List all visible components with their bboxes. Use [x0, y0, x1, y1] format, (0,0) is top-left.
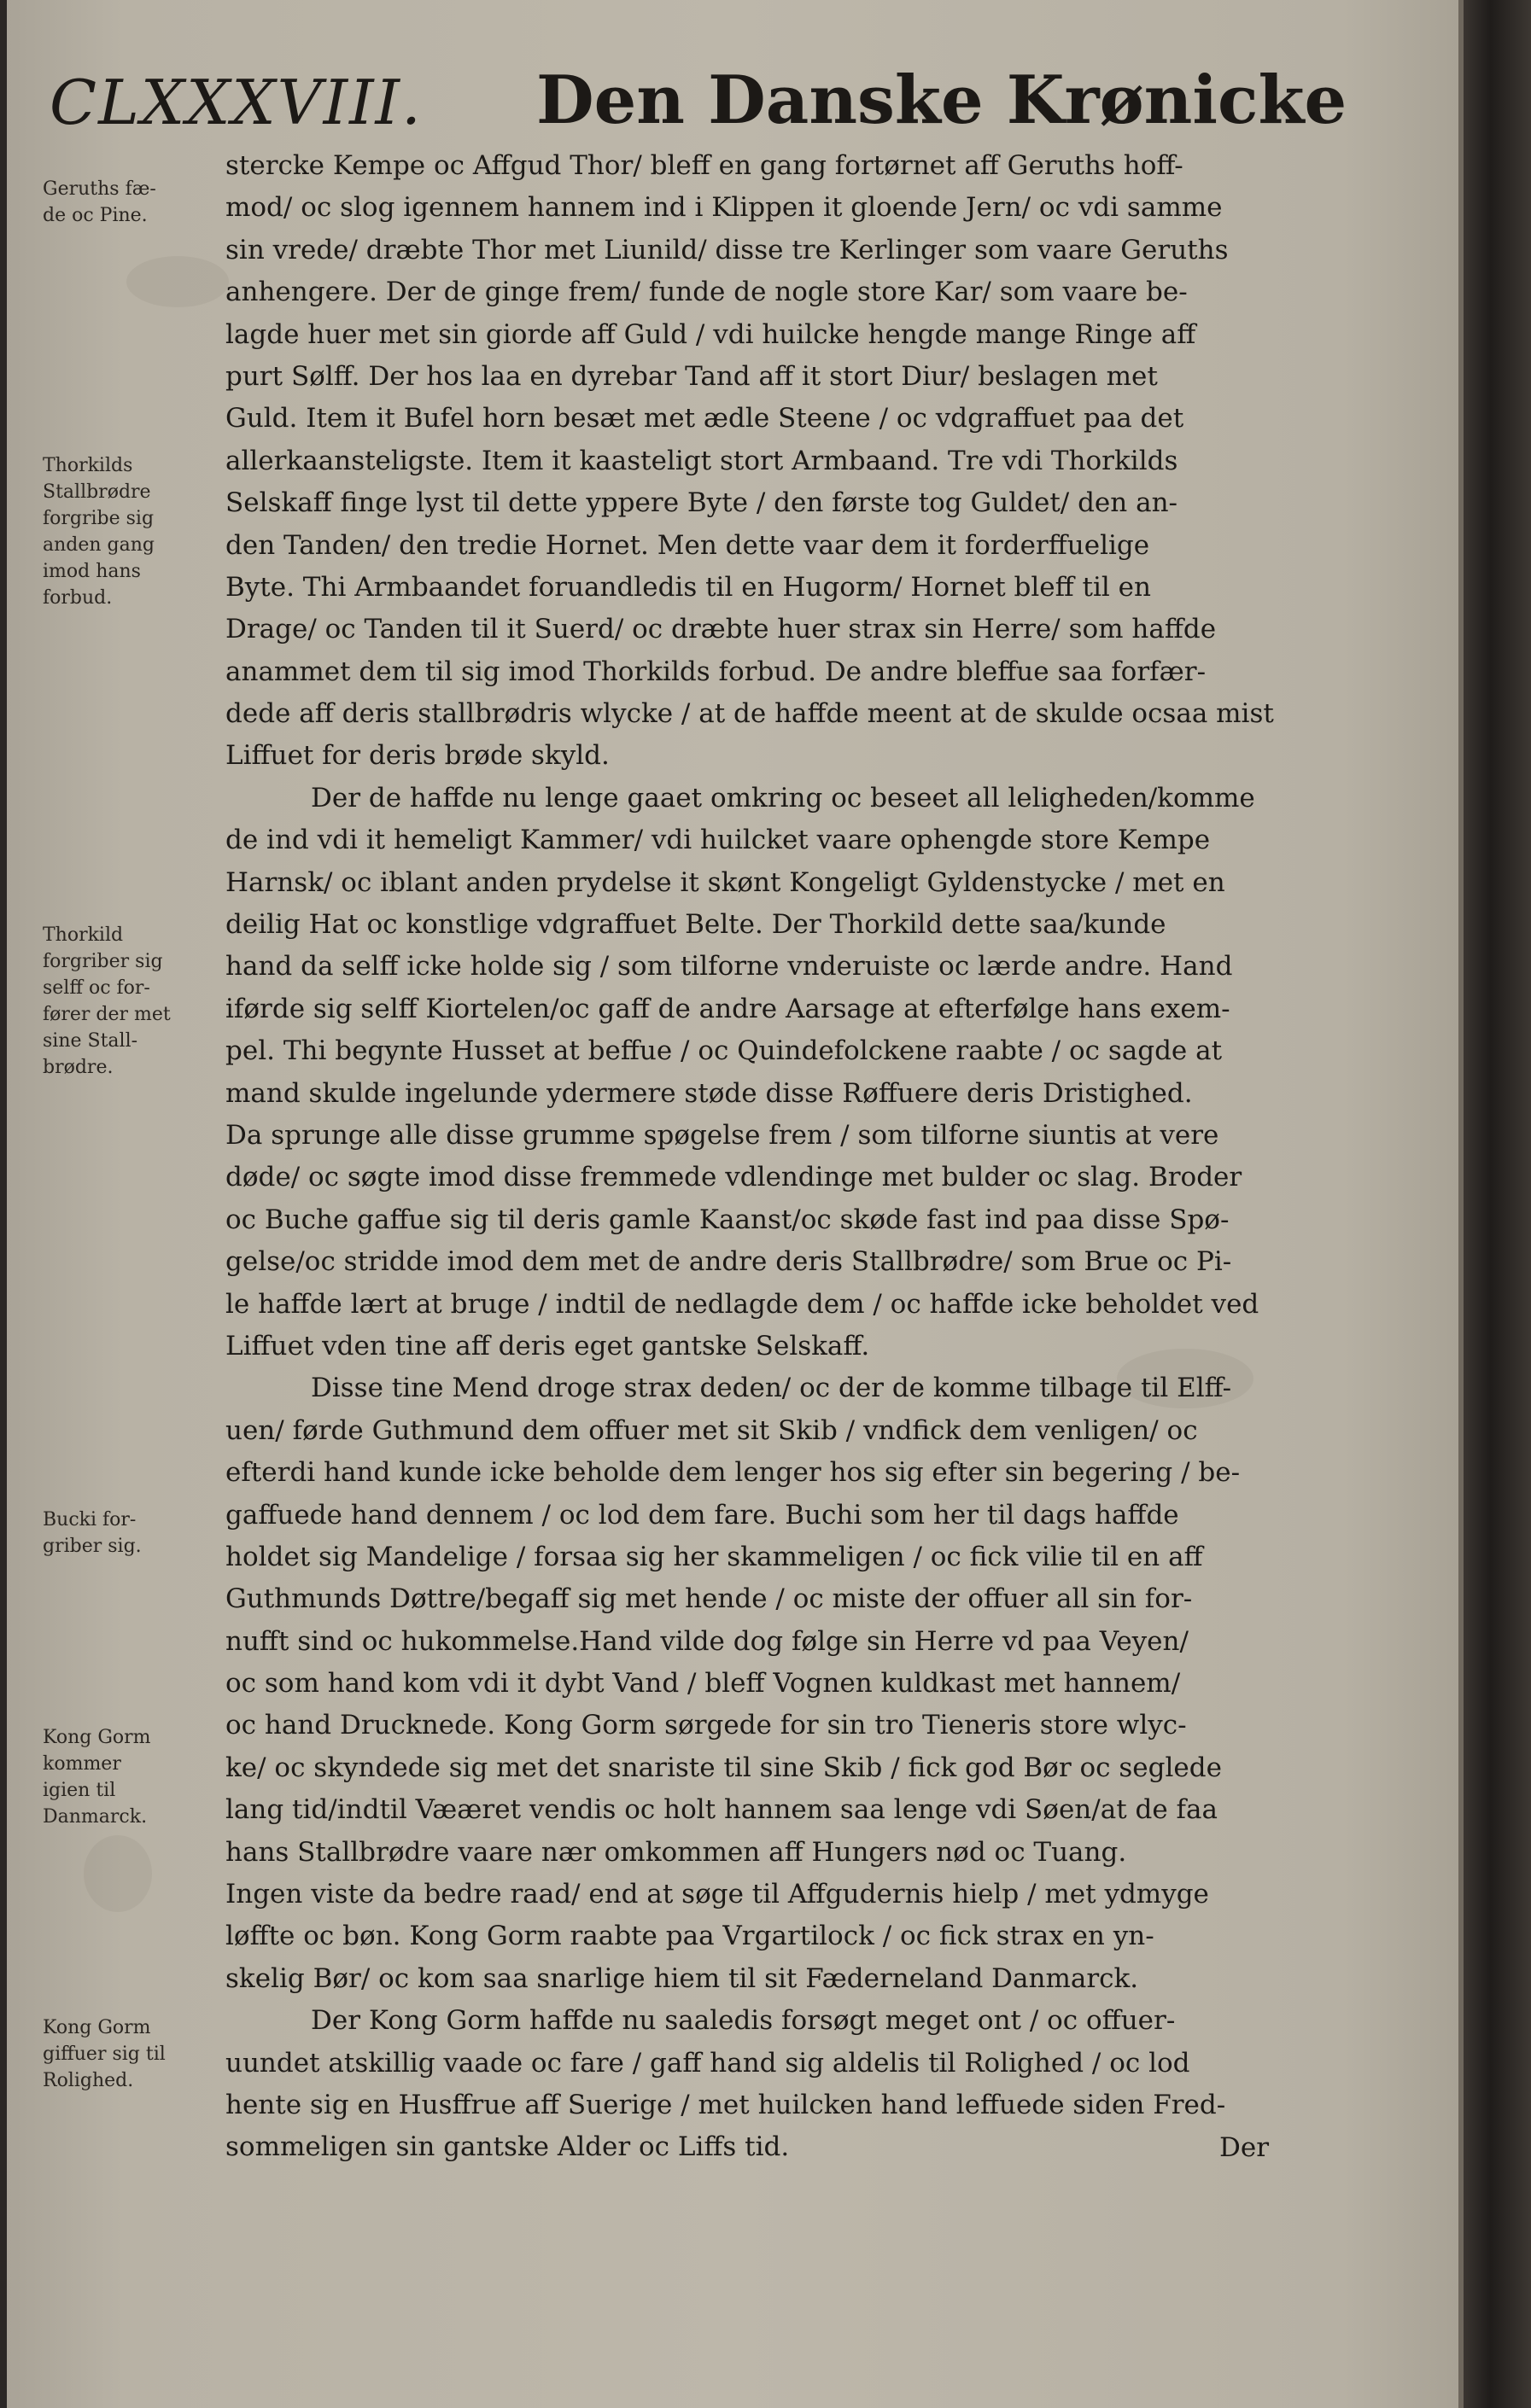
text-line: skelig Bør/ oc kom saa snarlige hiem til sit Fæderneland Danmarck.	[225, 1962, 1139, 1994]
catchword: Der	[1219, 2132, 1270, 2163]
text-line: sommeligen sin gantske Alder oc Liffs tid.	[225, 2131, 790, 2163]
margin-note	[43, 452, 239, 611]
text-line: Drage/ oc Tanden til it Suerd/ oc dræbte huer strax sin Herre/ som haffde	[225, 614, 1217, 645]
text-line: den Tanden/ den tredie Hornet. Men dette vaar dem it forderffuelige	[225, 529, 1150, 561]
margin-note-line: forgriber sig	[43, 951, 163, 972]
margin-note	[43, 1507, 239, 1560]
text-line: gelse/oc stridde imod dem met de andre deris Stallbrødre/ som Brue oc Pi-	[225, 1246, 1232, 1278]
text-line: lagde huer met sin giorde aff Guld / vdi huilcke hengde mange Ringe aff	[225, 318, 1196, 350]
text-line: nufft sind oc hukommelse.Hand vilde dog følge sin Herre vd paa Veyen/	[225, 1625, 1189, 1657]
text-line: oc Buche gaffue sig til deris gamle Kaanst/oc skøde fast ind paa disse Spø-	[225, 1204, 1230, 1235]
text-line: Ingen viste da bedre raad/ end at søge til Affgudernis hielp / met ydmyge	[225, 1879, 1209, 1910]
margin-note-line: Thorkild	[43, 924, 124, 946]
text-line: anhengere. Der de ginge frem/ funde de nogle store Kar/ som vaare be-	[225, 277, 1188, 308]
text-line: uen/ førde Guthmund dem offuer met sit Skib / vndfick dem venligen/ oc	[225, 1414, 1198, 1446]
text-line: gaffuede hand dennem / oc lod dem fare. Buchi som her til dags haffde	[225, 1499, 1179, 1531]
text-line: mod/ oc slog igennem hannem ind i Klippen it gloende Jern/ oc vdi samme	[225, 192, 1223, 224]
margin-note-line: Geruths fæ-	[43, 178, 156, 200]
text-line: oc hand Drucknede. Kong Gorm sørgede for sin tro Tieneris store wlyc-	[225, 1710, 1187, 1741]
folio-number: CLXXXVIII.	[50, 67, 423, 138]
margin-note-line: giffuer sig til	[43, 2044, 166, 2065]
text-line: hand da selff icke holde sig / som tilforne vnderuiste oc lærde andre. Hand	[225, 951, 1233, 982]
margin-note-line: griber sig.	[43, 1536, 142, 1557]
margin-note-line: kommer	[43, 1753, 121, 1775]
text-line: anammet dem til sig imod Thorkilds forbud. De andre bleffue saa forfær-	[225, 656, 1207, 687]
margin-note-line: Kong Gorm	[43, 2017, 151, 2038]
running-title: Den Danske Krønicke	[536, 61, 1347, 139]
text-line: uundet atskillig vaade oc fare / gaff hand sig aldelis til Rolighed / oc lod	[225, 2047, 1190, 2079]
margin-note	[43, 1724, 239, 1830]
text-line: hans Stallbrødre vaare nær omkommen aff Hungers nød oc Tuang.	[225, 1836, 1127, 1868]
margin-note-line: fører der met	[43, 1004, 171, 1025]
text-line: Harnsk/ oc iblant anden prydelse it skønt Kongeligt Gyldenstycke / met en	[225, 866, 1225, 898]
text-line: holdet sig Mandelige / forsaa sig her skammeligen / oc fick vilie til en aff	[225, 1541, 1203, 1572]
text-line: pel. Thi begynte Husset at beffue / oc Quindefolckene raabte / oc sagde at	[225, 1035, 1223, 1067]
text-line: Der de haffde nu lenge gaaet omkring oc beseet all leligheden/komme	[311, 782, 1255, 813]
margin-note-line: de oc Pine.	[43, 205, 148, 226]
text-line: iførde sig selff Kiortelen/oc gaff de andre Aarsage at efterfølge hans exem-	[225, 993, 1230, 1024]
text-line: lang tid/indtil Vææret vendis oc holt hannem saa lenge vdi Søen/at de faa	[225, 1794, 1218, 1826]
text-line: allerkaansteligste. Item it kaasteligt stort Armbaand. Tre vdi Thorkilds	[225, 445, 1178, 476]
margin-note-line: imod hans	[43, 561, 141, 582]
margin-note-line: forgribe sig	[43, 508, 155, 529]
text-line: løffte oc bøn. Kong Gorm raabte paa Vrgartilock / oc fick strax en yn-	[225, 1921, 1154, 1952]
main-text-column	[225, 145, 1318, 2169]
margin-note-line: Rolighed.	[43, 2070, 134, 2091]
text-line: le haffde lært at bruge / indtil de nedlagde dem / oc haffde icke beholdet ved	[225, 1288, 1259, 1320]
margin-note	[43, 2014, 239, 2094]
margin-note-line: Thorkilds	[43, 455, 133, 476]
margin-note-line: brødre.	[43, 1057, 114, 1078]
text-line: Liffuet vden tine aff deris eget gantske Selskaff.	[225, 1330, 870, 1361]
text-line: Guld. Item it Bufel horn besæt met ædle Steene / oc vdgraffuet paa det	[225, 403, 1184, 434]
text-line: sin vrede/ dræbte Thor met Liunild/ disse tre Kerlinger som vaare Geruths	[225, 234, 1229, 265]
text-line: Da sprunge alle disse grumme spøgelse frem / som tilforne siuntis at vere	[225, 1119, 1219, 1151]
text-line: dede aff deris stallbrødris wlycke / at de haffde meent at de skulde ocsaa mist	[225, 698, 1274, 730]
text-line: hente sig en Husffrue aff Suerige / met huilcken hand leffuede siden Fred-	[225, 2089, 1226, 2120]
text-line: døde/ oc søgte imod disse fremmede vdlendinge met bulder oc slag. Broder	[225, 1162, 1242, 1193]
text-line: de ind vdi it hemeligt Kammer/ vdi huilcket vaare ophengde store Kempe	[225, 825, 1211, 856]
margin-note-line: igien til	[43, 1780, 116, 1801]
margin-notes	[43, 162, 239, 2253]
text-line: efterdi hand kunde icke beholde dem lenger hos sig efter sin begering / be-	[225, 1457, 1241, 1489]
margin-note-line: Danmarck.	[43, 1806, 148, 1828]
paper-leaf	[7, 0, 1464, 2408]
text-line: Der Kong Gorm haffde nu saaledis forsøgt meget ont / oc offuer-	[311, 2005, 1176, 2037]
margin-note	[43, 176, 239, 229]
text-line: Liffuet for deris brøde skyld.	[225, 740, 610, 772]
text-line: deilig Hat oc konstlige vdgraffuet Belte. Der Thorkild dette saa/kunde	[225, 909, 1166, 941]
text-line: Selskaff finge lyst til dette yppere Byte / den første tog Guldet/ den an-	[225, 487, 1178, 519]
margin-note	[43, 922, 239, 1081]
book-edge	[1464, 0, 1531, 2408]
margin-note-line: Stallbrødre	[43, 481, 151, 503]
margin-note-line: anden gang	[43, 534, 155, 556]
margin-note-line: selff oc for-	[43, 977, 150, 999]
text-line: Guthmunds Døttre/begaff sig met hende / oc miste der offuer all sin for-	[225, 1583, 1193, 1615]
text-line: oc som hand kom vdi it dybt Vand / bleff Vognen kuldkast met hannem/	[225, 1668, 1181, 1700]
text-line: Disse tine Mend droge strax deden/ oc der de komme tilbage til Elff-	[311, 1373, 1232, 1404]
margin-note-line: Bucki for-	[43, 1509, 137, 1531]
text-line: purt Sølff. Der hos laa en dyrebar Tand aff it stort Diur/ beslagen met	[225, 360, 1158, 392]
margin-note-line: sine Stall-	[43, 1030, 138, 1052]
margin-note-line: forbud.	[43, 587, 113, 609]
margin-note-line: Kong Gorm	[43, 1727, 151, 1748]
text-line: stercke Kempe oc Affgud Thor/ bleff en gang fortørnet aff Geruths hoff-	[225, 150, 1183, 181]
text-line: ke/ oc skyndede sig met det snariste til sine Skib / fick god Bør oc seglede	[225, 1752, 1222, 1783]
text-line: mand skulde ingelunde ydermere støde disse Røffuere deris Dristighed.	[225, 1077, 1193, 1109]
text-line: Byte. Thi Armbaandet foruandledis til en Hugorm/ Hornet bleff til en	[225, 571, 1151, 603]
